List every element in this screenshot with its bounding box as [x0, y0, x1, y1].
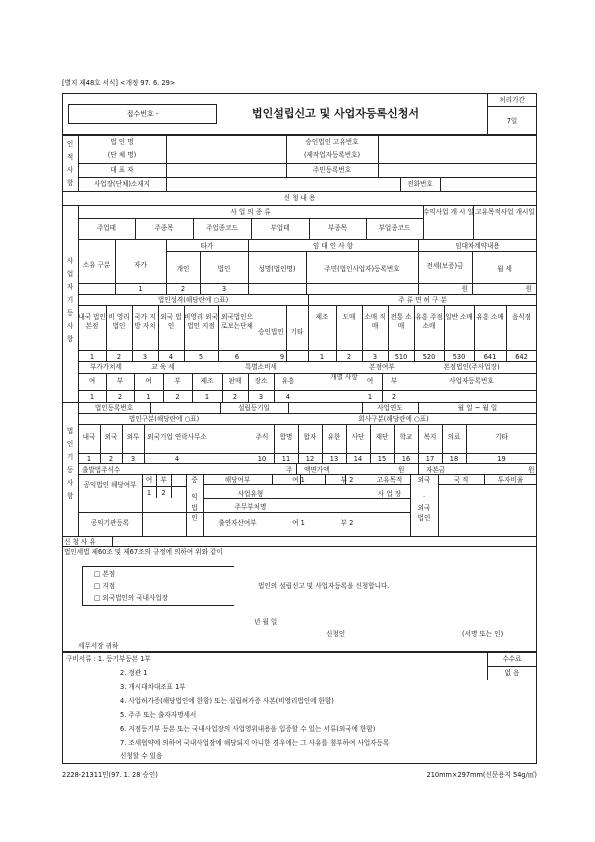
- own-code-3: 3: [221, 285, 227, 293]
- company-class-cell-1: 합명: [279, 433, 293, 441]
- attachment-6: 6. 지점등기부 등본 또는 국내사업장의 사업영위내용을 입증할 수 있는 서류(외국에 한함): [120, 725, 376, 733]
- fiscal-year-label: 사업연도: [377, 404, 403, 412]
- company-class-cell-2: 합자: [303, 433, 317, 441]
- workplace-label: 사 업 장: [377, 490, 402, 498]
- liquor-code-2: 3: [372, 353, 378, 361]
- applicable-no: 부 2: [340, 476, 354, 484]
- side-label-2: 적: [66, 153, 74, 161]
- main-item: 주종목: [154, 224, 174, 232]
- education-tax-label: 교 육 세: [151, 363, 175, 371]
- special-tax-label: 특별소비세: [245, 363, 277, 371]
- company-class-code-3: 13: [329, 455, 339, 463]
- liquor-code-0: 1: [319, 353, 325, 361]
- company-class-cell-7: 복지: [423, 433, 437, 441]
- applicable-label: 해당여부: [224, 476, 251, 484]
- tax-code-3: 2: [175, 393, 180, 401]
- attachment-5: 5. 주주 또는 출자자명세서: [120, 711, 197, 719]
- side-label-3: 사: [66, 166, 74, 174]
- deposit-label: 전세(보증)금: [426, 262, 464, 270]
- biz-side-3: 자: [66, 283, 74, 291]
- investment-ratio-label: 투자비율: [497, 476, 524, 484]
- sub-industry: 부업태: [270, 224, 290, 232]
- liquor-cell-4: 유흥 주점 소매: [415, 313, 443, 330]
- liquor-code-4: 520: [422, 353, 436, 361]
- individual-label: 개인: [176, 265, 190, 273]
- biz-side-6: 사: [66, 322, 74, 330]
- corp-class-code-0: 1: [86, 455, 92, 463]
- attachments-label: 구비서류 : 1. 등기부등본 1부: [66, 655, 151, 663]
- biz-side-1: 사: [66, 257, 74, 265]
- shares-unit: 주: [286, 466, 293, 474]
- applicant-label: 신청인: [326, 630, 346, 638]
- corp-nature-code-1: 2: [116, 353, 122, 361]
- date-line: 년 월 일: [254, 618, 278, 626]
- company-class-code-4: 14: [353, 455, 363, 463]
- corp-side-3: 기: [66, 453, 74, 461]
- corp-class-cell-0: 내국: [82, 433, 96, 441]
- tax-cell-6: 장소: [254, 377, 268, 385]
- fee-label: 수수료: [502, 655, 522, 663]
- liquor-code-5: 530: [452, 353, 466, 361]
- company-class-code-6: 16: [401, 455, 411, 463]
- head-office-code-0: 1: [367, 393, 373, 401]
- tax-code-2: 1: [146, 393, 151, 401]
- public-yes: 여: [145, 476, 153, 484]
- signature-label: (서명 또는 인): [462, 630, 504, 638]
- tax-cell-4: 제조: [200, 377, 214, 385]
- liquor-license-header: 주 류 면 허 구 분: [398, 296, 447, 304]
- par-value-unit: 원: [398, 466, 405, 474]
- biz-side-4: 기: [66, 296, 74, 304]
- purpose-label: 고유목적: [376, 476, 403, 484]
- addressee: 세무서장 귀하: [78, 642, 119, 650]
- reason-label: 신 청 사 유: [64, 538, 96, 546]
- corp-nature-cell-b-1: 기타: [290, 328, 304, 336]
- tax-cell-5: 판매: [228, 377, 242, 385]
- liquor-cell-1: 도매: [342, 313, 356, 321]
- form-reference: [별지 제48호 서식] <개정 97. 6. 29>: [62, 79, 176, 87]
- phone-label: 전화번호: [407, 180, 433, 188]
- registration-date-label: 설립등기일: [238, 404, 270, 412]
- tax-code-1: 2: [117, 393, 123, 401]
- corp-regno-label: 법인등록번호: [94, 404, 134, 412]
- representative-label: 대 표 자: [110, 166, 134, 174]
- company-class-cell-0: 주식: [255, 433, 269, 441]
- liquor-code-1: 2: [346, 353, 352, 361]
- corp-class-code-1: 2: [108, 455, 114, 463]
- middle-label: 중: [191, 476, 198, 484]
- main-code: 주업종코드: [206, 224, 238, 232]
- company-class-code-8: 18: [449, 455, 459, 463]
- tax-code-6: 3: [258, 393, 264, 401]
- liquor-cell-0: 제조: [315, 313, 329, 321]
- tax-cell-0: 여: [88, 377, 96, 385]
- head-office-cell-0: 여: [366, 377, 374, 385]
- liquor-cell-7: 음식점: [511, 313, 532, 321]
- company-class-code-2: 12: [305, 455, 315, 463]
- tax-cell-3: 부: [174, 377, 181, 385]
- public-code-1: 1: [146, 489, 152, 497]
- company-class-code-7: 17: [425, 455, 435, 463]
- corp-class-code-2: 3: [130, 455, 136, 463]
- monthly-rent-label: 월 세: [497, 265, 512, 273]
- option-branch[interactable]: □ 지점: [94, 582, 116, 590]
- page-title: 법인설립신고 및 사업자등록신청서: [252, 107, 420, 120]
- attachment-7-cont: 신청할 수 있음: [120, 752, 163, 760]
- resident-number-label: 주민등록번호: [312, 166, 352, 174]
- liquor-code-3: 510: [394, 353, 408, 361]
- tax-code-4: 1: [204, 393, 210, 401]
- corporate-label: 법인: [217, 265, 231, 273]
- liquor-code-7: 642: [515, 353, 528, 361]
- corp-nature-cell-4: 비영리 외국 법인 지점: [184, 313, 218, 330]
- liquor-code-6: 641: [483, 353, 497, 361]
- ministry-label: 주무부처명: [234, 503, 267, 511]
- side-label-1: 인: [66, 140, 74, 148]
- head-office-cell-1: 부: [390, 377, 398, 385]
- law-line: 법인세법 제60조 및 제67조의 규정에 의하여 위와 같이: [64, 548, 223, 556]
- endowment-yes: 여 1: [292, 519, 305, 527]
- landlord-regno-label: 주민(법인사업자)등록번호: [324, 265, 400, 273]
- corp-nature-cell-3: 외국 법인: [160, 313, 182, 330]
- corp-nature-code-3: 4: [168, 353, 174, 361]
- own-label: 자가: [134, 261, 147, 269]
- company-class-cell-9: 기타: [495, 433, 508, 441]
- own-code-2: 2: [180, 285, 186, 293]
- corp-class-cell-2: 외투: [126, 433, 140, 441]
- approval-id-label: 승인법인 고유번호: [305, 138, 359, 146]
- biz-type-header: 사 업 의 종 류: [230, 208, 271, 216]
- own-code-1: 1: [138, 285, 143, 293]
- corp-nature-cell-5: 외국법인으로보는단체: [221, 313, 253, 330]
- company-class-cell-4: 사단: [351, 433, 365, 441]
- deposit-unit: 원: [461, 285, 468, 293]
- tax-code-7: 4: [285, 393, 291, 401]
- corp-name-label: 법 인 명: [110, 138, 134, 146]
- side-label-4: 항: [66, 179, 74, 187]
- endowment-label: 출연자산여부: [218, 519, 257, 527]
- footer-left: 2228-21311민(97. 1. 28 승인): [62, 771, 158, 779]
- corp-side-1: 법: [66, 427, 74, 435]
- org-name-label: (단 체 명): [107, 151, 137, 159]
- liquor-cell-6: 유흥 소매: [476, 313, 504, 321]
- option-head-office[interactable]: □ 본점: [94, 570, 116, 578]
- landlord-name-label: 성명(법인명): [258, 265, 296, 273]
- vat-label: 부가가치세: [90, 363, 122, 371]
- company-class-code-0: 10: [257, 455, 267, 463]
- corp-nature-cell-b-0: 승인법인: [258, 328, 284, 336]
- corp-nature-code-4: 5: [198, 353, 204, 361]
- corp-class-code-3: 4: [174, 455, 180, 463]
- corp-vertical-label: 익 법 인: [191, 493, 198, 523]
- company-class-code-9: 19: [497, 455, 506, 463]
- capital-label: 자본금: [426, 466, 446, 474]
- par-value-label: 액면가액: [304, 466, 330, 474]
- purpose-start-label: 고유목적사업 개시일: [475, 208, 535, 216]
- corp-class-header: 법인구분(해당란에 ○표): [128, 415, 200, 423]
- footer-right: 210mm×297mm(신문용지 54g/㎡): [426, 771, 537, 779]
- foreign-label: 외국: [417, 476, 431, 484]
- capital-unit: 원: [528, 466, 535, 474]
- individual-matters-label: 개별 사항: [330, 373, 358, 381]
- company-class-code-5: 15: [377, 455, 387, 463]
- biz-reg-number-label: 사업자등록번호: [449, 377, 494, 385]
- company-class-code-1: 11: [281, 455, 291, 463]
- landlord-header: 임 대 인 사 항: [312, 242, 354, 250]
- corp-side-4: 등: [66, 466, 74, 474]
- corp-side-5: 사: [66, 479, 74, 487]
- section-title: 신 청 내 용: [283, 194, 316, 202]
- attachment-3: 3. 개시대차대조표 1부: [120, 683, 186, 691]
- tax-cell-1: 부: [116, 377, 124, 385]
- option-foreign-branch[interactable]: □ 외국법인의 국내사업장: [94, 594, 169, 602]
- liquor-cell-2: 소매 직매: [364, 313, 386, 330]
- tax-cell-2: 여: [145, 377, 152, 385]
- head-office-code-1: 2: [391, 393, 397, 401]
- nationality-label: 국 적: [453, 476, 469, 484]
- liquor-cell-5: 일반 소매: [445, 313, 473, 321]
- sub-item: 부종목: [327, 224, 348, 232]
- corp-nature-header: 법인성격(해당란에 ○표): [157, 296, 229, 304]
- company-class-cell-8: 의료: [447, 433, 461, 441]
- attachment-2: 2. 정관 1: [120, 669, 148, 677]
- corp-nature-cell-2: 국가 지방 자치: [134, 313, 156, 330]
- corp-nature-code-0: 1: [89, 353, 95, 361]
- attachment-7: 7. 조세협약에 의하여 국내사업장에 해당되지 아니한 경우에는 그 사유를 첨부하여 사업자등록: [120, 739, 390, 747]
- sub-code: 부업종코드: [378, 224, 411, 232]
- public-code-2: 2: [161, 489, 166, 497]
- foreign-corp-vertical: · 외국 법인: [417, 493, 431, 523]
- maker-reg-label: (제작업자등록번호): [303, 151, 361, 159]
- biz-side-2: 업: [66, 270, 74, 278]
- public-corp-label: 공익법인 해당여부: [83, 481, 137, 489]
- corp-side-2: 인: [66, 440, 74, 448]
- corp-side-6: 항: [66, 492, 74, 500]
- ownership-type-label: 소유 구분: [82, 261, 111, 269]
- tax-code-0: 1: [89, 393, 95, 401]
- biz-side-5: 등: [66, 309, 74, 317]
- biz-side-7: 항: [66, 335, 74, 343]
- fiscal-year-range: 월 일 ~ 월 일: [457, 404, 498, 412]
- main-industry: 주업태: [96, 224, 117, 232]
- company-class-cell-6: 학교: [399, 433, 413, 441]
- processing-period-value: 7일: [506, 117, 518, 125]
- company-class-header: 회사구분(해당란에 ○표): [358, 415, 429, 423]
- corp-nature-cell-1: 비 영리 법인: [108, 313, 130, 330]
- company-class-cell-3: 유한: [327, 433, 341, 441]
- rent-unit: 원: [525, 285, 532, 293]
- processing-period-label: 처리기간: [499, 96, 525, 104]
- corp-nature-code-2: 3: [142, 353, 148, 361]
- corp-class-cell-3: 외국기업 연락사무소: [147, 433, 207, 441]
- rented-label: 타가: [200, 242, 214, 250]
- receipt-number-label: 접수번호 -: [126, 109, 159, 118]
- applicable-yes: 여 1: [292, 476, 305, 484]
- public-no: 부: [160, 476, 167, 484]
- founding-shares-label: 출발법주식수: [82, 466, 121, 474]
- attachment-4: 4. 사업허가증(해당법인에 한함) 또는 설립허가증 사본(비영리법인에 한함): [120, 697, 334, 705]
- receipt-number-box: [68, 104, 217, 124]
- opening-date-label: 수익사업 개 시 일: [423, 208, 474, 216]
- endowment-no: 부 2: [340, 519, 354, 527]
- company-class-cell-5: 재단: [375, 433, 389, 441]
- lease-contract-header: 임대차계약내용: [455, 242, 500, 250]
- tax-cell-7: 유흥: [281, 377, 295, 385]
- corp-nature-cell-0: 내국 법인 본점: [78, 313, 106, 330]
- address-label: 사업장(단체)소재지: [93, 180, 151, 188]
- statement: 법인의 설립신고 및 사업자등록을 신청합니다.: [258, 582, 390, 590]
- corp-nature-code-5: 6: [234, 353, 240, 361]
- liquor-cell-3: 전통 소매: [390, 313, 412, 330]
- head-office-yn-label: 본점여부: [369, 363, 395, 371]
- public-register-label: 공익기관등록: [90, 519, 130, 527]
- biz-type-row-label: 사업유형: [237, 490, 264, 498]
- corp-class-cell-1: 외국: [104, 433, 118, 441]
- tax-code-5: 2: [232, 393, 238, 401]
- corp-nature-code-6: 9: [279, 353, 285, 361]
- fee-value: 없 음: [504, 669, 520, 677]
- head-office-corp-label: 본점법인(주사업장): [443, 363, 500, 371]
